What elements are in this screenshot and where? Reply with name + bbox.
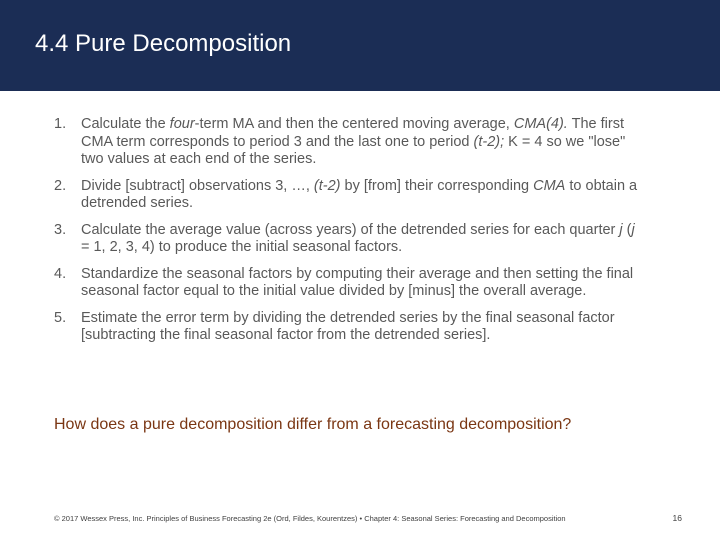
step-text [81,178,637,212]
copyright-footer: © 2017 Wessex Press, Inc. Principles of Business Forecasting 2e (Ord, Fildes, Kourentzes) • Chapter 4: Seasonal Series: Forecasting and Decomposition [54,514,566,523]
page-number: 16 [672,513,682,523]
step-item [54,266,644,301]
step-number: 2. [54,177,67,194]
step-text-run: Standardize the seasonal factors by computing their average and then setting the final seasonal factor equal to the initial value divided by [minus] the overall average. [81,265,634,299]
step-text [81,310,615,344]
step-number: 5. [54,309,67,326]
step-text-run: by [from] their corresponding [340,177,534,194]
step-text-run: CMA(4). [513,116,568,132]
slide-header [0,0,720,91]
step-text-run: = 1, 2, 3, 4) to produce the initial seasonal factors. [81,239,403,255]
step-item [54,222,644,257]
step-text-run: -term MA and then the centered moving average, [194,116,514,132]
discussion-question: How does a pure decomposition differ from a forecasting decomposition? [54,416,572,433]
step-number: 3. [54,221,67,238]
step-text-run: Calculate the average value (across years) of the detrended series for each quarter [81,221,620,238]
step-text-run: four [169,116,195,132]
step-text-run: to obtain a detrended series. [81,177,638,211]
step-number: 1. [54,116,67,132]
step-item [54,116,644,169]
step-text-run: The first CMA term corresponds to period 3 and the last one to period [81,116,624,150]
slide-title: 4.4 Pure Decomposition [35,30,292,57]
step-text-run: K = 4 so we "lose" two values at each end of the series. [81,133,626,167]
step-text-run: CMA [533,177,566,194]
step-text-run: (t-2); [473,133,505,150]
step-text-run: Calculate the [81,116,170,132]
step-item [54,178,644,213]
step-text-run: j [619,221,623,238]
step-text [81,222,635,256]
step-text-run: Estimate the error term by dividing the detrended series by the final seasonal factor [subtracting the final seasonal factor from the detrended series]. [81,309,615,343]
steps-list [54,116,644,354]
step-text-run: j [631,221,635,238]
step-text-run: Divide [subtract] observations 3, …, [81,177,314,194]
step-text-run: (t-2) [313,177,341,194]
step-text [81,266,633,300]
step-item [54,310,644,345]
step-number: 4. [54,265,67,282]
step-text-run: ( [622,221,632,238]
step-text [81,116,625,167]
